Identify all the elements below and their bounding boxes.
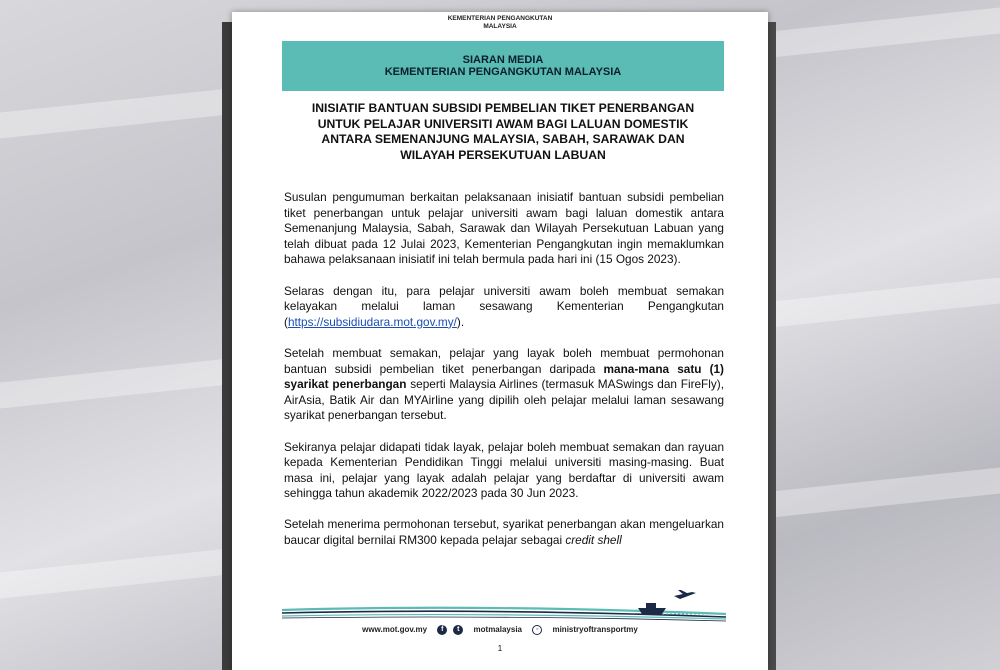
paragraph-3-end: seperti Malaysia Airlines (termasuk MASwings dan FireFly), AirAsia, Batik Air dan MYAirline yang dipilih oleh pelajar melalui laman sesawang syarikat penerbangan tersebut.: [284, 377, 724, 423]
instagram-icon[interactable]: ◦: [532, 625, 542, 635]
paragraph-2: [284, 284, 724, 331]
banner-line-1: SIARAN MEDIA: [462, 54, 544, 66]
twitter-icon[interactable]: t: [453, 625, 463, 635]
title-line-3: ANTARA SEMENANJUNG MALAYSIA, SABAH, SARAWAK DAN: [321, 132, 685, 146]
subsidy-website-link[interactable]: https://subsidiudara.mot.gov.my/: [287, 314, 457, 329]
paragraph-3: [284, 346, 724, 424]
paragraph-5-italic: credit shell: [565, 533, 622, 548]
footer-contacts: [232, 625, 768, 635]
document-title: [290, 101, 716, 163]
page-number: 1: [497, 644, 503, 653]
paragraph-2-text: Selaras dengan itu, para pelajar universiti awam boleh membuat semakan kelayakan melalui laman sesawang Kementerian Pengangkutan (: [284, 283, 724, 329]
title-line-2: UNTUK PELAJAR UNIVERSITI AWAM BAGI LALUAN DOMESTIK: [317, 116, 689, 131]
title-line-1: INISIATIF BANTUAN SUBSIDI PEMBELIAN TIKET PENERBANGAN: [311, 101, 695, 115]
airplane-icon: [674, 590, 696, 599]
media-banner: [282, 41, 724, 91]
footer-instagram-handle[interactable]: ministryoftransportmy: [552, 625, 638, 635]
paragraph-4: Sekiranya pelajar didapati tidak layak, pelajar boleh membuat semakan dan rayuan kepada Kementerian Pendidikan Tinggi melalui universiti masing-masing. Buat masa ini, pelajar yang layak adalah pelajar yang berdaftar di universiti awam sehingga tahun akademik 2022/2023 pada 30 Jun 2023.: [284, 439, 724, 501]
paragraph-5: [284, 517, 724, 548]
title-line-4: WILAYAH PERSEKUTUAN LABUAN: [400, 147, 606, 162]
document-body: [284, 190, 724, 564]
footer-website[interactable]: www.mot.gov.my: [362, 625, 428, 635]
letterhead-line-1: KEMENTERIAN PENGANGKUTAN: [447, 15, 553, 22]
footer-social-handle[interactable]: motmalaysia: [473, 625, 522, 635]
banner-line-2: KEMENTERIAN PENGANGKUTAN MALAYSIA: [384, 66, 622, 78]
paragraph-2-end: ).: [456, 314, 465, 329]
press-release-page: [232, 12, 768, 670]
paragraph-3-text: Setelah membuat semakan, pelajar yang layak boleh membuat permohonan bantuan subsidi pembelian tiket penerbangan daripada: [284, 345, 724, 376]
ship-icon: [638, 603, 666, 614]
paragraph-3-bold: mana-mana satu (1) syarikat penerbangan: [284, 361, 724, 392]
letterhead-line-2: MALAYSIA: [483, 23, 517, 30]
facebook-icon[interactable]: f: [437, 625, 447, 635]
letterhead: [232, 15, 768, 31]
transport-footer-graphic: [282, 590, 726, 622]
paragraph-1: Susulan pengumuman berkaitan pelaksanaan inisiatif bantuan subsidi pembelian tiket penerbangan untuk pelajar universiti awam bagi laluan domestik antara Semenanjung Malaysia, Sabah, Sarawak dan Wilayah Persekutuan Labuan yang telah dibuat pada 12 Julai 2023, Kementerian Pengangkutan ingin memaklumkan bahawa pelaksanaan inisiatif ini telah bermula pada hari ini (15 Ogos 2023).: [284, 190, 724, 267]
paragraph-5-text: Setelah menerima permohonan tersebut, syarikat penerbangan akan mengeluarkan baucar digital bernilai RM300 kepada pelajar sebagai: [284, 517, 724, 548]
